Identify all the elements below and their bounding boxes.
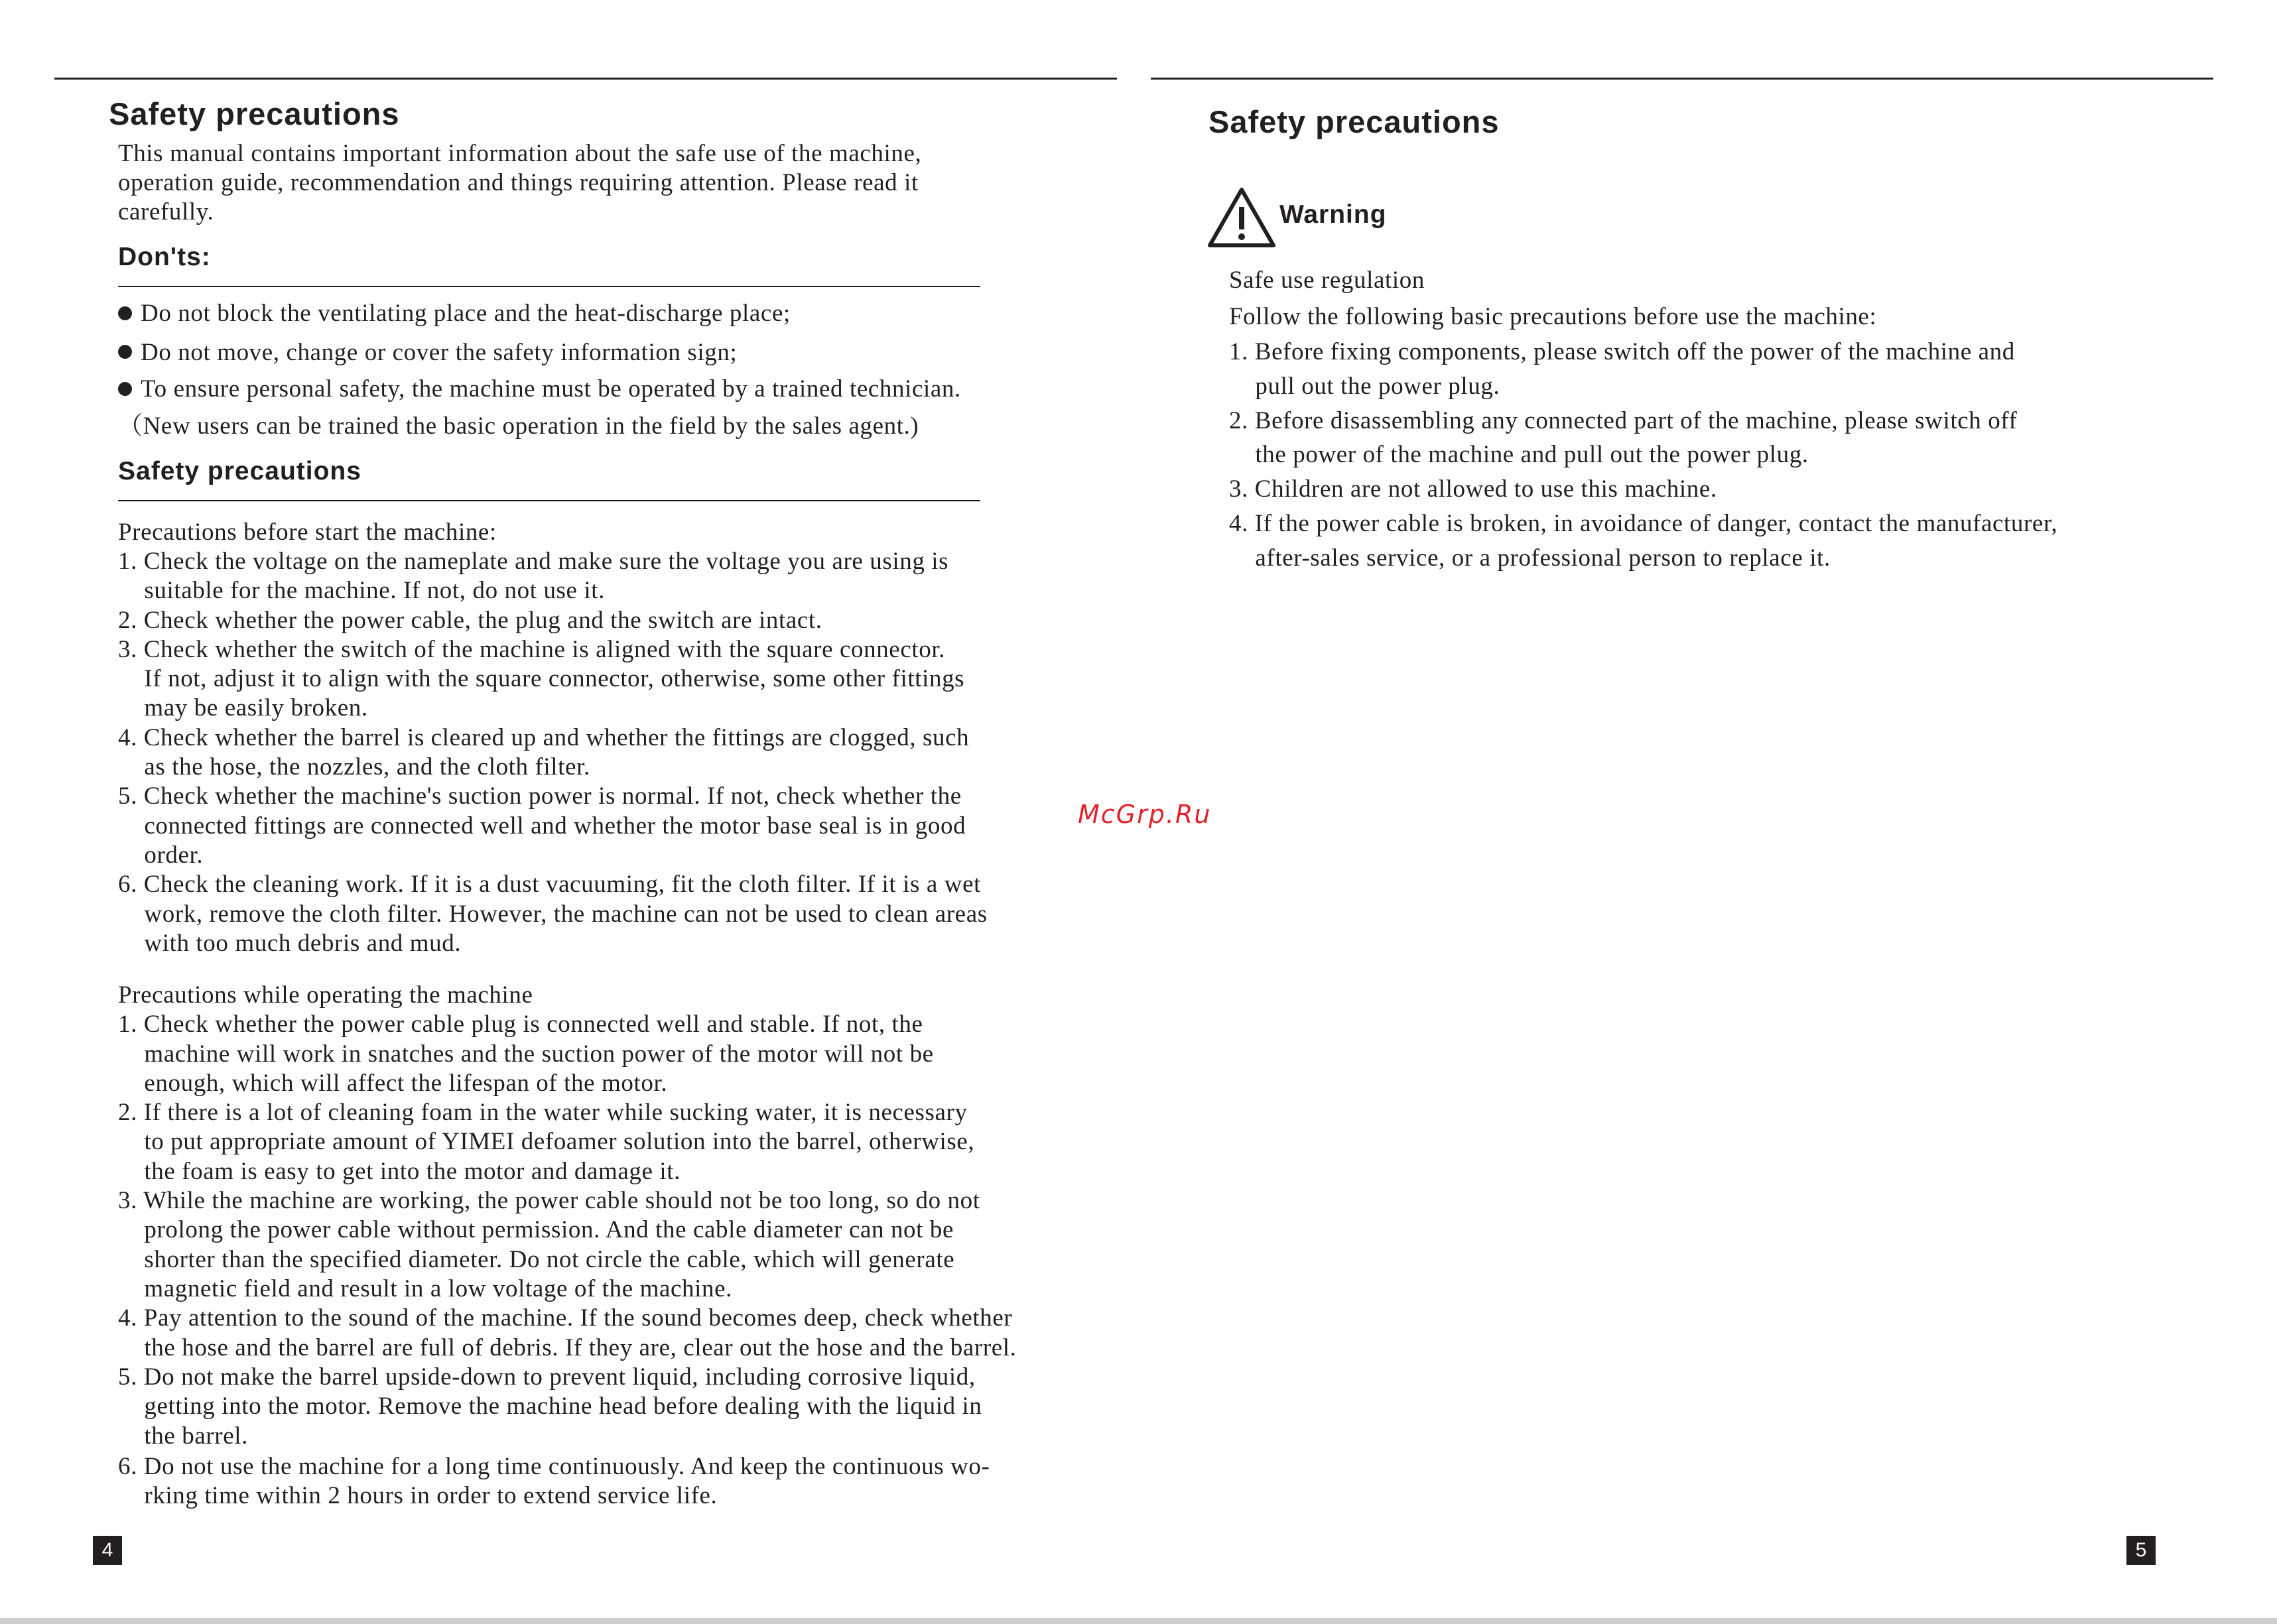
right-top-rule (1151, 78, 2213, 80)
precaution-line: 5. Do not make the barrel upside-down to prevent liquid, including corrosive liquid, (118, 1363, 976, 1391)
precaution-line: work, remove the cloth filter. However, the machine can not be used to clean areas (118, 901, 988, 928)
dont-item: To ensure personal safety, the machine must be operated by a trained technician. (141, 375, 961, 403)
precaution-line: 6. Check the cleaning work. If it is a dust vacuuming, fit the cloth filter. If it is a wet (118, 871, 981, 898)
page-number-left: 4 (93, 1536, 122, 1565)
intro-line: This manual contains important information about the safe use of the machine, (118, 140, 922, 167)
page-number-right: 5 (2126, 1536, 2156, 1565)
bullet-icon (118, 306, 132, 320)
precaution-line: suitable for the machine. If not, do not use it. (118, 577, 606, 604)
regulation-line: Follow the following basic precautions before use the machine: (1229, 303, 1877, 330)
precaution-line: the hose and the barrel are full of debris. If they are, clear out the hose and the barrel. (118, 1334, 1017, 1361)
bullet-icon (118, 345, 132, 359)
intro-line: operation guide, recommendation and things requiring attention. Please read it (118, 169, 919, 196)
dont-item: Do not block the ventilating place and the heat-discharge place; (141, 300, 791, 327)
left-top-rule (54, 78, 1117, 80)
precaution-line: 1. Check whether the power cable plug is connected well and stable. If not, the (118, 1011, 923, 1038)
regulation-line: after-sales service, or a professional person to replace it. (1229, 544, 1831, 572)
precaution-line: to put appropriate amount of YIMEI defoamer solution into the barrel, otherwise, (118, 1128, 975, 1155)
precaution-line: getting into the motor. Remove the machine head before dealing with the liquid in (118, 1393, 982, 1420)
precaution-line: 1. Check the voltage on the nameplate and make sure the voltage you are using is (118, 548, 949, 575)
regulation-line: 1. Before fixing components, please switch off the power of the machine and (1229, 338, 2015, 365)
precaution-line: the barrel. (118, 1422, 248, 1450)
dont-item: Do not move, change or cover the safety information sign; (141, 339, 738, 366)
donts-note: （New users can be trained the basic operation in the field by the sales agent.) (118, 412, 919, 440)
safety-precautions-rule (118, 500, 980, 501)
donts-rule (118, 286, 980, 287)
precaution-line: as the hose, the nozzles, and the cloth filter. (118, 753, 590, 781)
precaution-line: 2. Check whether the power cable, the plug and the switch are intact. (118, 607, 822, 634)
precaution-line: prolong the power cable without permission. And the cable diameter can not be (118, 1216, 954, 1243)
regulation-line: pull out the power plug. (1229, 373, 1500, 400)
precaution-line: Precautions while operating the machine (118, 981, 533, 1009)
precaution-line: magnetic field and result in a low voltage of the machine. (118, 1275, 732, 1302)
watermark: McGrp.Ru (1078, 800, 1212, 829)
regulation-line: the power of the machine and pull out the power plug. (1229, 441, 1809, 468)
precaution-line: 6. Do not use the machine for a long time continuously. And keep the continuous wo- (118, 1453, 990, 1480)
bottom-edge (0, 1618, 2277, 1624)
precaution-line: rking time within 2 hours in order to extend service life. (118, 1482, 718, 1509)
precaution-line: connected fittings are connected well and whether the motor base seal is in good (118, 812, 966, 840)
regulation-line: 2. Before disassembling any connected part of the machine, please switch off (1229, 407, 2018, 434)
precaution-line: If not, adjust it to align with the square connector, otherwise, some other fittings (118, 665, 965, 692)
regulation-line: 4. If the power cable is broken, in avoidance of danger, contact the manufacturer, (1229, 510, 2058, 537)
precaution-line: 4. Check whether the barrel is cleared up and whether the fittings are clogged, such (118, 724, 970, 751)
donts-heading: Don'ts: (118, 243, 211, 271)
intro-line: carefully. (118, 198, 214, 225)
warning-label: Warning (1279, 200, 1387, 229)
bullet-icon (118, 382, 132, 396)
precaution-line: Precautions before start the machine: (118, 519, 497, 546)
regulation-line: 3. Children are not allowed to use this machine. (1229, 475, 1717, 503)
precaution-line: 4. Pay attention to the sound of the machine. If the sound becomes deep, check whether (118, 1304, 1013, 1332)
warning-triangle-icon (1207, 187, 1276, 248)
safety-precautions-heading: Safety precautions (118, 457, 361, 485)
precaution-line: 2. If there is a lot of cleaning foam in the water while sucking water, it is necessary (118, 1099, 968, 1126)
precaution-line: 5. Check whether the machine's suction power is normal. If not, check whether the (118, 782, 962, 810)
precaution-line: the foam is easy to get into the motor and damage it. (118, 1158, 681, 1185)
precaution-line: 3. While the machine are working, the power cable should not be too long, so do not (118, 1187, 980, 1214)
precaution-line: enough, which will affect the lifespan of the motor. (118, 1070, 668, 1097)
precaution-line: 3. Check whether the switch of the machine is aligned with the square connector. (118, 636, 946, 663)
precaution-line: may be easily broken. (118, 694, 368, 721)
left-page-title: Safety precautions (109, 96, 400, 131)
regulation-line: Safe use regulation (1229, 267, 1425, 294)
right-page-title: Safety precautions (1208, 104, 1500, 139)
precaution-line: shorter than the specified diameter. Do not circle the cable, which will generate (118, 1246, 955, 1273)
precaution-line: machine will work in snatches and the suction power of the motor will not be (118, 1040, 934, 1068)
precaution-line: with too much debris and mud. (118, 930, 462, 957)
precaution-line: order. (118, 842, 204, 869)
